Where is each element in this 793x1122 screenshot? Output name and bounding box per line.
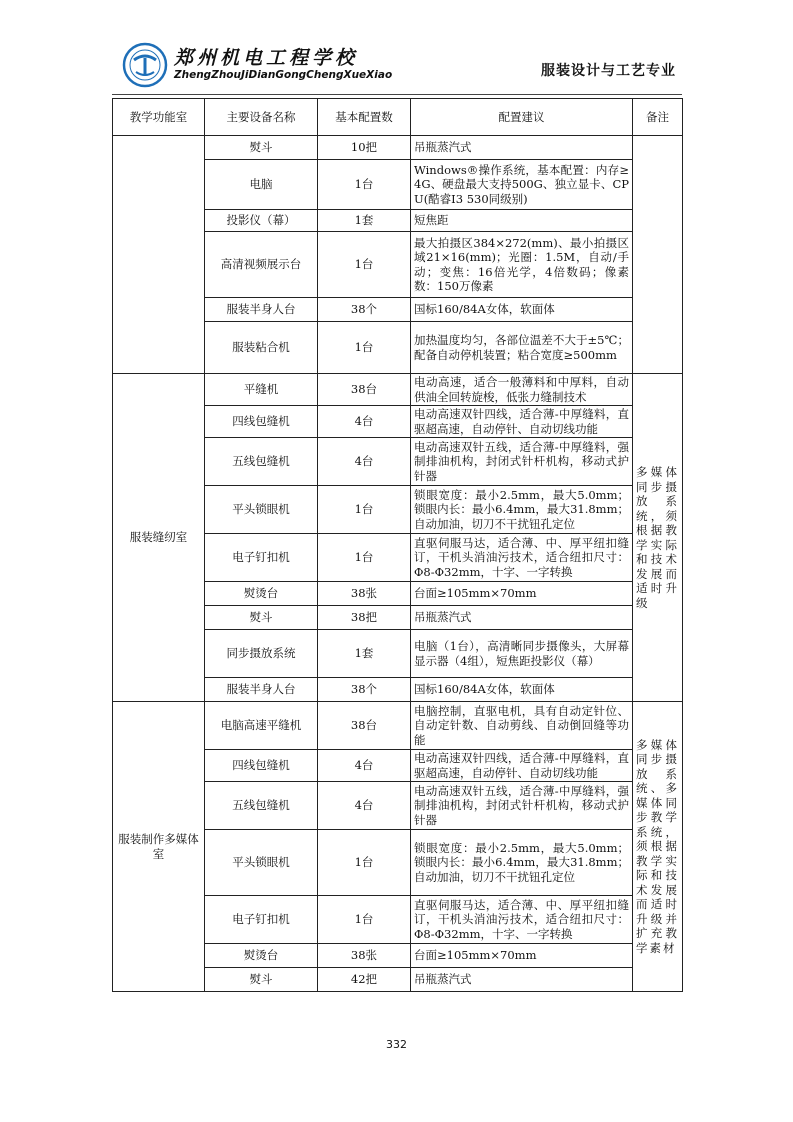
room-cell: 服装制作多媒体室: [113, 702, 205, 992]
column-header: 基本配置数: [318, 99, 411, 136]
table-row: [113, 374, 683, 406]
column-header: 备注: [633, 99, 683, 136]
suggestion-cell: 吊瓶蒸汽式: [411, 136, 633, 160]
equipment-name-cell: 四线包缝机: [205, 750, 318, 782]
count-cell: 38张: [318, 582, 411, 606]
suggestion-cell: 加热温度均匀，各部位温差不大于±5℃；配备自动停机装置；粘合宽度≥500mm: [411, 322, 633, 374]
count-cell: 1台: [318, 160, 411, 210]
suggestion-cell: 电脑（1台），高清晰同步摄像头，大屏幕显示器（4组），短焦距投影仪（幕）: [411, 630, 633, 678]
page-number: 332: [386, 1038, 407, 1051]
suggestion-cell: 电动高速双针四线，适合薄-中厚缝料，直驱超高速，自动停针、自动切线功能: [411, 750, 633, 782]
suggestion-cell: 电动高速双针五线，适合薄-中厚缝料，强制排油机构，封闭式针杆机构，移动式护针器: [411, 782, 633, 830]
equipment-name-cell: 电脑: [205, 160, 318, 210]
suggestion-cell: 台面≥105mm×70mm: [411, 944, 633, 968]
school-name-en: ZhengZhouJiDianGongChengXueXiao: [174, 69, 393, 81]
suggestion-cell: 吊瓶蒸汽式: [411, 968, 633, 992]
count-cell: 1台: [318, 486, 411, 534]
count-cell: 38个: [318, 678, 411, 702]
count-cell: 38台: [318, 374, 411, 406]
column-header: 主要设备名称: [205, 99, 318, 136]
equipment-name-cell: 熨斗: [205, 136, 318, 160]
suggestion-cell: 直驱伺服马达，适合薄、中、厚平纽扣缝订，干机头消油污技术，适合纽扣尺寸：Φ8-Φ32mm，十字、一字转换: [411, 896, 633, 944]
suggestion-cell: 短焦距: [411, 210, 633, 232]
count-cell: 4台: [318, 406, 411, 438]
suggestion-cell: 电动高速双针四线，适合薄-中厚缝料，直驱超高速，自动停针、自动切线功能: [411, 406, 633, 438]
suggestion-cell: 台面≥105mm×70mm: [411, 582, 633, 606]
room-cell: 服装缝纫室: [113, 374, 205, 702]
equipment-name-cell: 平头锁眼机: [205, 486, 318, 534]
table-row: [113, 136, 683, 160]
equipment-name-cell: 熨烫台: [205, 582, 318, 606]
table-row: [113, 702, 683, 750]
count-cell: 1台: [318, 322, 411, 374]
equipment-name-cell: 电脑高速平缝机: [205, 702, 318, 750]
count-cell: 1套: [318, 210, 411, 232]
count-cell: 1套: [318, 630, 411, 678]
room-cell: [113, 136, 205, 374]
suggestion-cell: 吊瓶蒸汽式: [411, 606, 633, 630]
count-cell: 10把: [318, 136, 411, 160]
equipment-name-cell: 五线包缝机: [205, 438, 318, 486]
suggestion-cell: 锁眼宽度：最小2.5mm，最大5.0mm；锁眼内长：最小6.4mm，最大31.8mm；自动加油，切刀不干扰钮孔定位: [411, 486, 633, 534]
suggestion-cell: 最大拍摄区384×272(mm)、最小拍摄区域21×16(mm)；光圈：1.5M，自动/手动；变焦：16倍光学，4倍数码；像素数：150万像素: [411, 232, 633, 298]
suggestion-cell: 国标160/84A女体，软面体: [411, 678, 633, 702]
equipment-name-cell: 电子钉扣机: [205, 534, 318, 582]
school-logo-icon: [122, 42, 168, 88]
equipment-name-cell: 同步摄放系统: [205, 630, 318, 678]
count-cell: 1台: [318, 232, 411, 298]
equipment-table: [112, 98, 683, 992]
suggestion-cell: 国标160/84A女体，软面体: [411, 298, 633, 322]
suggestion-cell: 电动高速，适合一般薄料和中厚料，自动供油全回转旋梭，低张力缝制技术: [411, 374, 633, 406]
equipment-name-cell: 熨烫台: [205, 944, 318, 968]
count-cell: 38个: [318, 298, 411, 322]
count-cell: 1台: [318, 896, 411, 944]
equipment-name-cell: 服装粘合机: [205, 322, 318, 374]
equipment-name-cell: 四线包缝机: [205, 406, 318, 438]
suggestion-cell: Windows®操作系统，基本配置：内存≥4G、硬盘最大支持500G、独立显卡、CPU(酷睿I3 530同级别): [411, 160, 633, 210]
page-header: [112, 40, 682, 90]
suggestion-cell: 直驱伺服马达，适合薄、中、厚平纽扣缝订，干机头消油污技术，适合纽扣尺寸：Φ8-Φ32mm，十字、一字转换: [411, 534, 633, 582]
count-cell: 4台: [318, 782, 411, 830]
remark-cell: 多媒体同步摄放系统、多媒体同步教学系统，须根据教学实际和技术发展而适时升级并扩充教学素材: [633, 702, 683, 992]
major-title: 服装设计与工艺专业: [541, 63, 676, 79]
column-header: 教学功能室: [113, 99, 205, 136]
table-header-row: [113, 99, 683, 136]
school-name-cn: 郑州机电工程学校: [174, 47, 359, 69]
equipment-name-cell: 服装半身人台: [205, 298, 318, 322]
remark-cell: 多媒体同步摄放系统，须根据教学实际和技术发展而适时升级: [633, 374, 683, 702]
count-cell: 4台: [318, 750, 411, 782]
remark-cell: [633, 136, 683, 374]
equipment-name-cell: 熨斗: [205, 968, 318, 992]
equipment-name-cell: 高清视频展示台: [205, 232, 318, 298]
column-header: 配置建议: [411, 99, 633, 136]
equipment-name-cell: 五线包缝机: [205, 782, 318, 830]
equipment-name-cell: 平头锁眼机: [205, 830, 318, 896]
count-cell: 42把: [318, 968, 411, 992]
count-cell: 1台: [318, 830, 411, 896]
equipment-name-cell: 服装半身人台: [205, 678, 318, 702]
equipment-name-cell: 平缝机: [205, 374, 318, 406]
count-cell: 38张: [318, 944, 411, 968]
suggestion-cell: 电脑控制，直驱电机，具有自动定针位、自动定针数、自动剪线、自动倒回缝等功能: [411, 702, 633, 750]
equipment-name-cell: 电子钉扣机: [205, 896, 318, 944]
count-cell: 38台: [318, 702, 411, 750]
equipment-name-cell: 熨斗: [205, 606, 318, 630]
equipment-name-cell: 投影仪（幕）: [205, 210, 318, 232]
count-cell: 4台: [318, 438, 411, 486]
suggestion-cell: 锁眼宽度：最小2.5mm，最大5.0mm；锁眼内长：最小6.4mm，最大31.8mm；自动加油，切刀不干扰钮孔定位: [411, 830, 633, 896]
suggestion-cell: 电动高速双针五线，适合薄-中厚缝料，强制排油机构，封闭式针杆机构，移动式护针器: [411, 438, 633, 486]
count-cell: 38把: [318, 606, 411, 630]
count-cell: 1台: [318, 534, 411, 582]
header-divider: [112, 94, 682, 95]
